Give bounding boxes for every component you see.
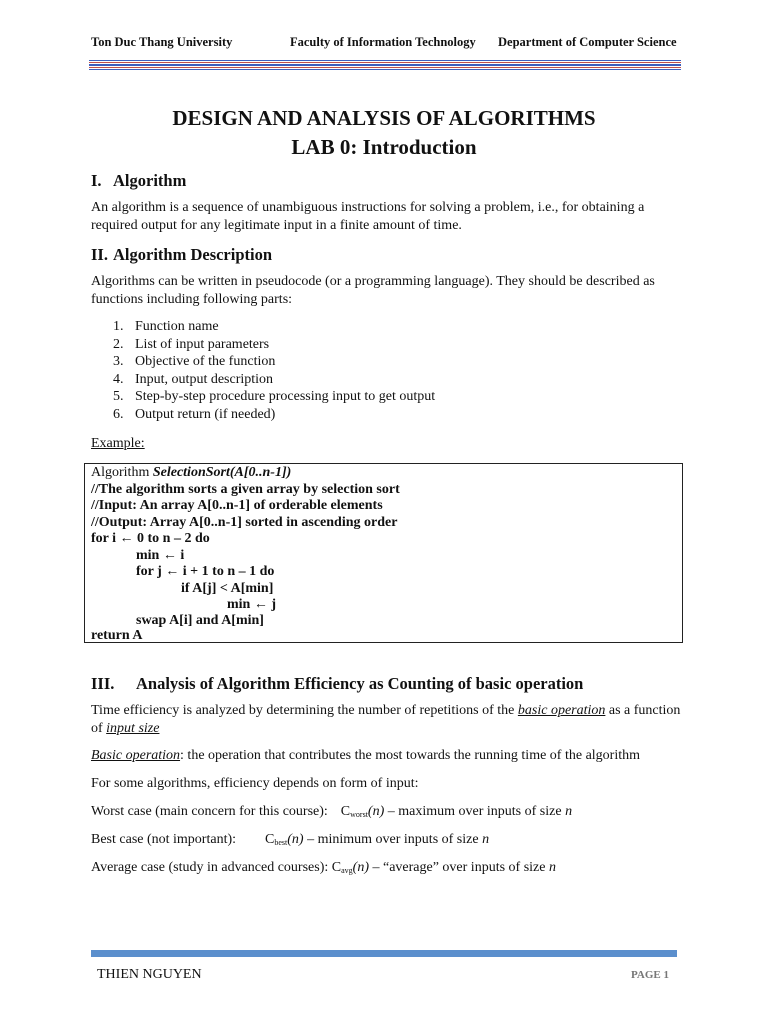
section-number: III. — [91, 674, 115, 693]
list-item: 3. Objective of the function — [113, 354, 276, 369]
header-university: Ton Duc Thang University — [91, 35, 233, 49]
section-title: Algorithm — [113, 171, 187, 190]
section-number: II. — [91, 245, 108, 264]
list-item: 4. Input, output description — [113, 372, 274, 387]
list-item: 6. Output return (if needed) — [113, 407, 276, 422]
code-line: if A[j] < A[min] — [181, 581, 274, 596]
footer-bar — [91, 950, 677, 957]
list-item: 1. Function name — [113, 319, 219, 334]
paragraph-description — [91, 273, 681, 309]
paragraph-time-efficiency — [91, 702, 681, 738]
page-number: PAGE 1 — [631, 969, 669, 981]
paragraph-input-form: For some algorithms, efficiency depends on form of input: — [91, 776, 419, 791]
code-line: //The algorithm sorts a given array by selection sort — [91, 482, 400, 497]
pseudocode-box — [84, 463, 683, 643]
text-line: Time efficiency is analyzed by determining the number of repetitions of the basic operation as a function — [91, 703, 681, 718]
text-line: functions including following parts: — [91, 292, 293, 307]
section-heading-algorithm — [91, 171, 186, 191]
function-name: SelectionSort(A[0..n-1]) — [152, 465, 292, 480]
input-size-term: input size — [106, 721, 160, 736]
basic-operation-label: Basic operation — [91, 748, 181, 763]
code-line: swap A[i] and A[min] — [136, 613, 264, 628]
text-line: required output for any legitimate input in a finite amount of time. — [91, 218, 462, 233]
worst-case-line: Worst case (main concern for this course): $C_{worst}(n)$ – maximum over inputs of size n — [91, 804, 573, 819]
code-line: //Output: Array A[0..n-1] sorted in ascending order — [91, 515, 398, 530]
page-title: DESIGN AND ANALYSIS OF ALGORITHMS — [172, 106, 596, 130]
page-subtitle: LAB 0: Introduction — [291, 135, 477, 159]
header-department: Department of Computer Science — [498, 35, 677, 49]
code-line: Algorithm SelectionSort(A[0..n-1]) — [91, 465, 292, 480]
section-title: Algorithm Description — [113, 245, 273, 264]
section-heading-description — [91, 245, 272, 265]
code-line: min ← i — [136, 548, 185, 563]
code-line: return A — [91, 628, 143, 643]
text-line: of input size — [91, 721, 160, 736]
section-number: I. — [91, 171, 102, 190]
best-case-line: Best case (not important): $C_{best}(n)$ – minimum over inputs of size n — [91, 832, 490, 847]
code-line: for i ← 0 to n – 2 do — [91, 531, 210, 546]
basic-operation-term: basic operation — [517, 703, 606, 718]
list-item: 5. Step-by-step procedure processing input to get output — [113, 389, 436, 404]
code-line: for j ← i + 1 to n – 1 do — [136, 564, 275, 579]
footer-author: THIEN NGUYEN — [97, 967, 202, 982]
section-title: Analysis of Algorithm Efficiency as Counting of basic operation — [136, 674, 584, 693]
section-heading-analysis — [91, 674, 583, 694]
code-line: //Input: An array A[0..n-1] of orderable elements — [91, 498, 383, 513]
paragraph-basic-operation: Basic operation: the operation that contributes the most towards the running time of the algorithm — [91, 748, 641, 763]
average-case-line: Average case (study in advanced courses): $C_{avg}(n)$ – “average” over inputs of size n — [91, 860, 556, 875]
paragraph-algorithm-definition — [91, 199, 681, 235]
example-label: Example: — [91, 436, 145, 451]
list-item: 2. List of input parameters — [113, 337, 270, 352]
text-line: Algorithms can be written in pseudocode (or a programming language). They should be described as — [91, 274, 655, 289]
header-faculty: Faculty of Information Technology — [290, 35, 476, 49]
code-line: min ← j — [227, 597, 276, 612]
text-line: An algorithm is a sequence of unambiguous instructions for solving a problem, i.e., for obtaining a — [91, 200, 645, 215]
